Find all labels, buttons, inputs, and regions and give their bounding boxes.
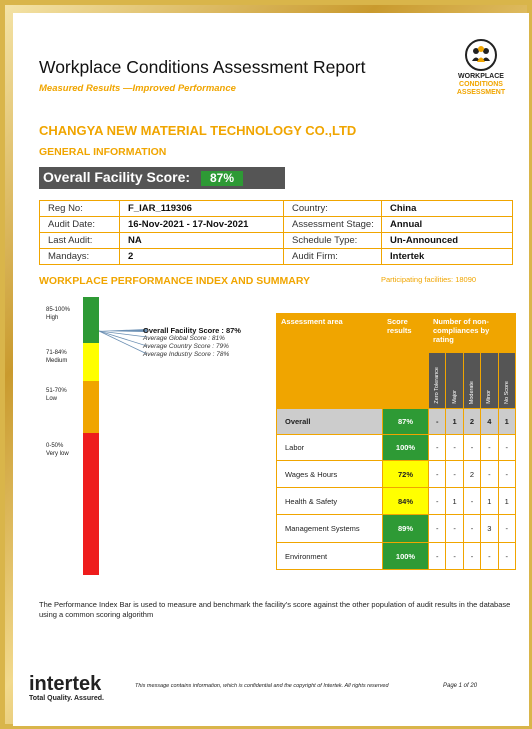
page-number: Page 1 of 20 — [443, 683, 478, 689]
ncr-count: 4 — [481, 409, 498, 435]
rating-minor: Minor — [481, 353, 498, 409]
report-title: Workplace Conditions Assessment Report — [39, 57, 366, 77]
ncr-count: - — [446, 435, 463, 461]
ncr-count: - — [429, 461, 446, 488]
range-label-very-low: 0-50% Very low — [46, 443, 69, 457]
area-score: 84% — [383, 488, 429, 515]
info-value: China — [382, 201, 513, 217]
area-score: 100% — [383, 543, 429, 570]
summary-row — [277, 461, 516, 488]
summary-row — [277, 543, 516, 570]
marker-country: Average Country Score : 79% — [143, 343, 229, 350]
logo-text: WORKPLACE CONDITIONS ASSESSMENT — [456, 73, 506, 96]
range-label-medium: 71-84% Medium — [46, 350, 68, 364]
summary-row-overall — [277, 409, 516, 435]
report-page — [13, 13, 529, 726]
info-value: 16-Nov-2021 - 17-Nov-2021 — [120, 217, 284, 233]
ncr-count: - — [429, 435, 446, 461]
range-label-high: 85-100% High — [46, 307, 71, 321]
brand-slogan: Total Quality. Assured. — [29, 695, 104, 702]
people-circle-icon — [465, 39, 497, 71]
ncr-count: - — [481, 543, 498, 570]
header-score: Score results — [383, 314, 429, 409]
info-label: Schedule Type: — [284, 233, 382, 249]
area-score: 89% — [383, 515, 429, 543]
info-value: 2 — [120, 249, 284, 265]
info-row — [40, 249, 513, 265]
info-label: Reg No: — [40, 201, 120, 217]
company-name: CHANGYA NEW MATERIAL TECHNOLOGY CO.,LTD — [39, 123, 357, 138]
info-row — [40, 233, 513, 249]
ncr-count: - — [429, 488, 446, 515]
marker-global: Average Global Score : 81% — [143, 335, 225, 342]
info-row — [40, 217, 513, 233]
ncr-count: - — [463, 435, 480, 461]
report-tagline: Measured Results —Improved Performance — [39, 83, 236, 94]
rating-moderate: Moderate — [463, 353, 480, 409]
ncr-count: - — [429, 543, 446, 570]
general-info-heading: GENERAL INFORMATION — [39, 146, 167, 158]
ncr-count: 1 — [446, 488, 463, 515]
summary-table — [276, 313, 516, 570]
info-value: Intertek — [382, 249, 513, 265]
info-label: Audit Date: — [40, 217, 120, 233]
area-score: 87% — [383, 409, 429, 435]
general-info-table — [39, 200, 513, 265]
ncr-count: - — [446, 515, 463, 543]
area-score: 72% — [383, 461, 429, 488]
ncr-count: 2 — [463, 409, 480, 435]
intertek-logo — [29, 673, 104, 702]
ncr-count: - — [446, 543, 463, 570]
band-very-low — [83, 433, 99, 575]
ncr-count: - — [463, 488, 480, 515]
ncr-count: - — [498, 543, 516, 570]
info-label: Last Audit: — [40, 233, 120, 249]
ncr-count: 1 — [446, 409, 463, 435]
summary-row — [277, 435, 516, 461]
area-name: Labor — [277, 435, 383, 461]
score-pointer-lines — [99, 323, 147, 359]
band-low — [83, 381, 99, 433]
area-name: Health & Safety — [277, 488, 383, 515]
area-name: Overall — [277, 409, 383, 435]
ncr-count: - — [446, 461, 463, 488]
marker-overall: Overall Facility Score : 87% — [143, 326, 241, 335]
overall-score-label: Overall Facility Score: — [43, 169, 191, 185]
ncr-count: 1 — [498, 409, 516, 435]
info-label: Assessment Stage: — [284, 217, 382, 233]
header-ncr: Number of non-compliances by rating — [429, 314, 516, 353]
area-name: Management Systems — [277, 515, 383, 543]
rating-zero-tolerance: Zero Tolerance — [429, 353, 446, 409]
rating-major: Major — [446, 353, 463, 409]
ncr-count: - — [498, 435, 516, 461]
info-label: Audit Firm: — [284, 249, 382, 265]
marker-industry: Average Industry Score : 78% — [143, 351, 230, 358]
participating-facilities: Participating facilities: 18090 — [381, 275, 477, 284]
brand-name: intertek — [29, 673, 102, 695]
band-high — [83, 297, 99, 343]
ncr-count: - — [498, 461, 516, 488]
wca-logo — [448, 39, 514, 111]
ncr-count: - — [463, 543, 480, 570]
summary-row — [277, 488, 516, 515]
ncr-count: - — [429, 515, 446, 543]
confidential-notice: This message contains information, which is confidential and the copyright of Intertek. All rights reserved — [135, 683, 389, 689]
ncr-count: - — [429, 409, 446, 435]
info-value: NA — [120, 233, 284, 249]
overall-score-value: 87% — [201, 171, 243, 186]
header-area: Assessment area — [277, 314, 383, 409]
summary-row — [277, 515, 516, 543]
ncr-count: 1 — [481, 488, 498, 515]
info-value: F_IAR_119306 — [120, 201, 284, 217]
info-label: Country: — [284, 201, 382, 217]
area-name: Environment — [277, 543, 383, 570]
ncr-count: 1 — [498, 488, 516, 515]
info-value: Annual — [382, 217, 513, 233]
ncr-count: - — [481, 435, 498, 461]
ncr-count: - — [481, 461, 498, 488]
area-score: 100% — [383, 435, 429, 461]
area-name: Wages & Hours — [277, 461, 383, 488]
band-medium — [83, 343, 99, 381]
rating-no-score: No Score — [498, 353, 516, 409]
info-label: Mandays: — [40, 249, 120, 265]
wpi-heading: WORKPLACE PERFORMANCE INDEX AND SUMMARY — [39, 275, 311, 287]
ncr-count: 3 — [481, 515, 498, 543]
index-footnote: The Performance Index Bar is used to measure and benchmark the facility's score against the other population of audit results in the database using a common scoring algorithm — [39, 600, 511, 619]
overall-score-bar — [39, 167, 285, 189]
info-value: Un-Announced — [382, 233, 513, 249]
info-row — [40, 201, 513, 217]
range-label-low: 51-70% Low — [46, 388, 67, 402]
ncr-count: - — [498, 515, 516, 543]
ncr-count: - — [463, 515, 480, 543]
ncr-count: 2 — [463, 461, 480, 488]
